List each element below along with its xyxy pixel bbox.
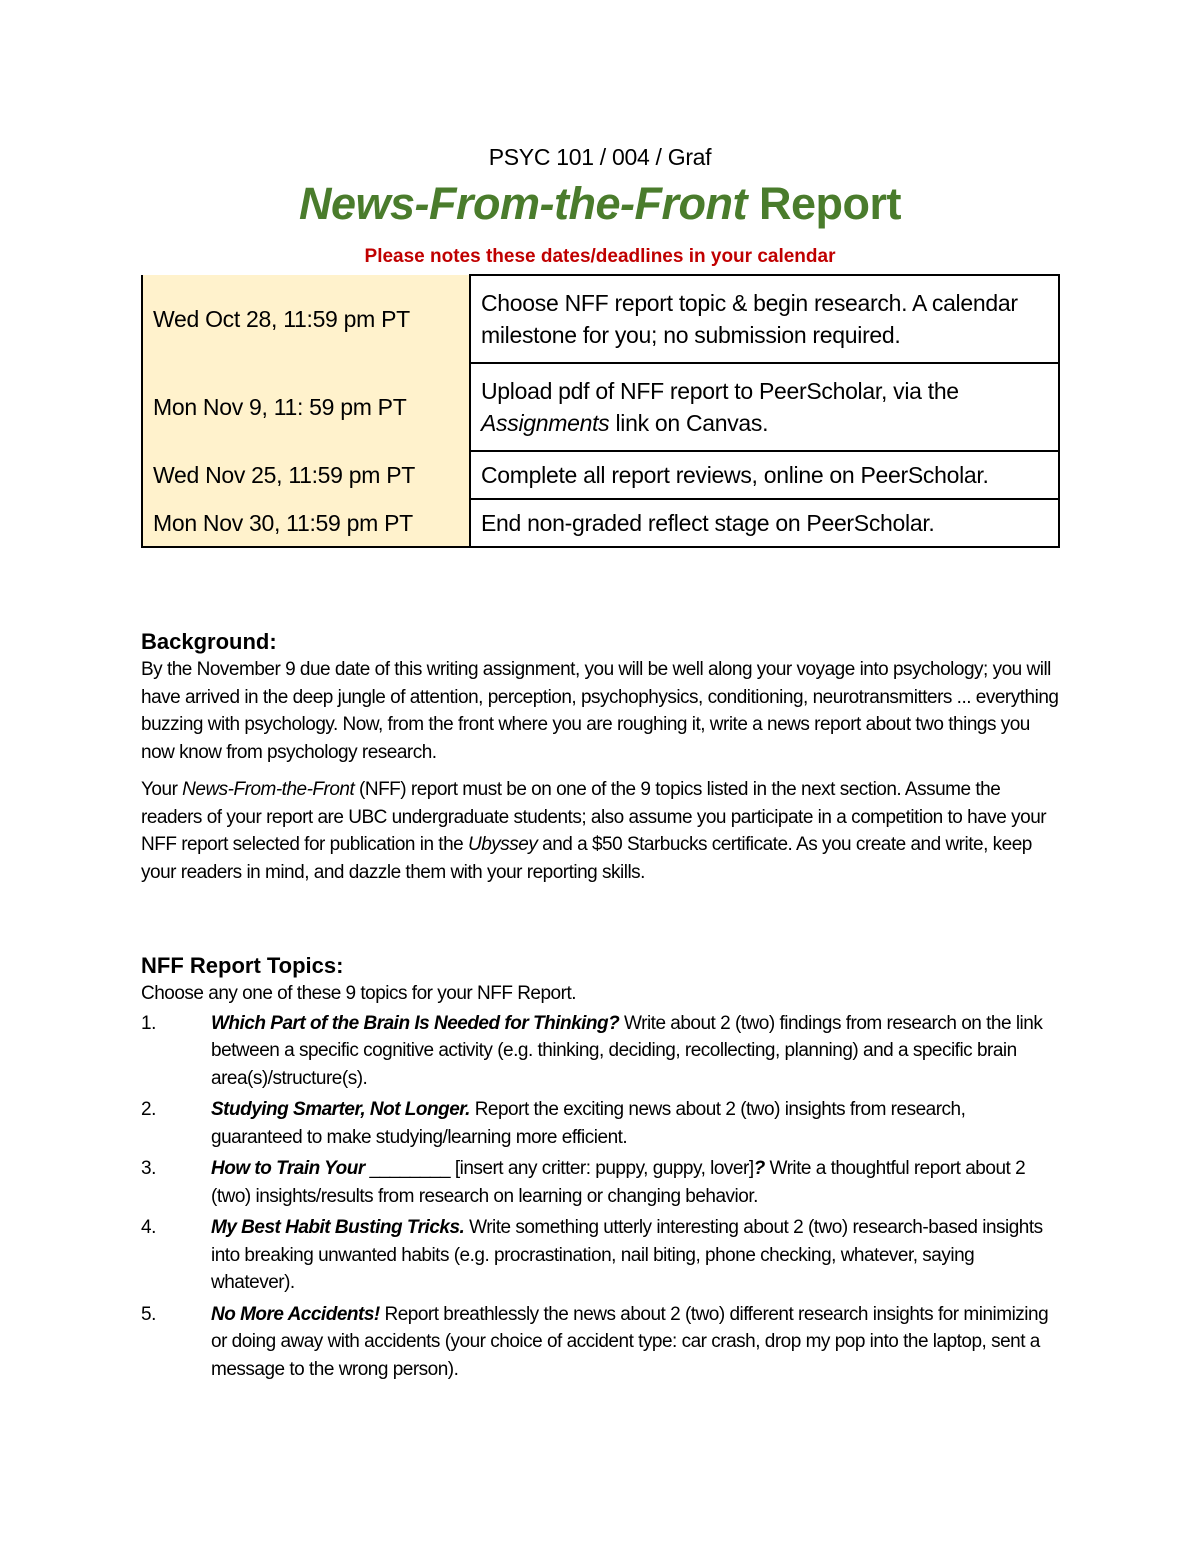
deadline-task: Complete all report reviews, online on PeerScholar. (470, 451, 1059, 499)
topic-text: Write about 2 (two) findings from research on the link between a specific cognitive activity (e.g. thinking, deciding, recollecting, planning) and a specific brain area(s)/structure(s). (211, 1012, 1043, 1089)
deadline-date: Mon Nov 9, 11: 59 pm PT (142, 363, 470, 451)
background-heading: Background: (141, 629, 277, 654)
item-number: 4. (141, 1217, 156, 1238)
topic-blank: ________ (364, 1158, 455, 1179)
background-paragraph-2 (141, 776, 1059, 886)
text: and a $50 Starbucks certificate. As you create and write, keep your readers in mind, and dazzle them with your reporting skills. (141, 834, 1032, 883)
deadline-table (141, 274, 1060, 548)
topic-text: Report breathlessly the news about 2 (two) different research insights for minimizing or doing away with accidents (your choice of accident type: car crash, drop my pop into the laptop, sent a message to the wrong person). (211, 1303, 1049, 1380)
task-text: Upload pdf of NFF report to PeerScholar, via the (481, 378, 959, 404)
deadline-date: Wed Nov 25, 11:59 pm PT (142, 451, 470, 499)
deadline-row (142, 499, 1059, 547)
topic-text: Report the exciting news about 2 (two) insights from research, guaranteed to make studying/learning more efficient. (211, 1099, 966, 1148)
item-number: 1. (141, 1012, 156, 1034)
deadline-task: End non-graded reflect stage on PeerScholar. (470, 499, 1059, 547)
course-code: PSYC 101 / 004 / Graf (488, 144, 712, 170)
background-paragraph-1: By the November 9 due date of this writing assignment, you will be well along your voyage into psychology; you will have arrived in the deep jungle of attention, perception, psychophysics, conditioning, neurotransmitters ... everything buzzing with psychology. Now, from the front where you are roughing it, write a news report about two things you now know from psychology research. (141, 659, 1059, 763)
topic-title: My Best Habit Busting Tricks. (211, 1217, 465, 1238)
topic-title-end: ? (753, 1158, 765, 1179)
list-item (141, 1155, 1059, 1210)
list-item (141, 1301, 1059, 1384)
topic-title: No More Accidents! (211, 1303, 380, 1325)
topic-title: Which Part of the Brain Is Needed for Thinking? (211, 1012, 620, 1034)
task-text: link on Canvas. (609, 410, 769, 436)
task-italic: Assignments (481, 410, 610, 436)
deadline-date: Mon Nov 30, 11:59 pm PT (142, 499, 470, 547)
topics-intro: Choose any one of these 9 topics for your NFF Report. (141, 983, 577, 1004)
title-italic: News-From-the-Front (299, 178, 747, 229)
deadline-notice: Please notes these dates/deadlines in your calendar (364, 246, 836, 267)
item-number: 2. (141, 1099, 156, 1120)
page-title (141, 176, 1059, 232)
topic-bracket: [insert any critter: puppy, guppy, lover] (454, 1158, 754, 1179)
topic-text: Write a thoughtful report about 2 (two) insights/results from research on learning or changing behavior. (211, 1158, 1026, 1207)
item-number: 5. (141, 1303, 156, 1325)
deadline-row (142, 451, 1059, 499)
topics-list (141, 1010, 1059, 1384)
topic-text: Write something utterly interesting about 2 (two) research-based insights into breaking unwanted habits (e.g. procrastination, nail biting, phone checking, whatever, saying whatever). (211, 1217, 1043, 1293)
topics-heading: NFF Report Topics: (141, 953, 344, 978)
title-rest: Report (746, 178, 901, 229)
deadline-row (142, 363, 1059, 451)
deadline-task (470, 363, 1059, 451)
item-number: 3. (141, 1158, 156, 1179)
deadline-date: Wed Oct 28, 11:59 pm PT (142, 275, 470, 363)
deadline-task: Choose NFF report topic & begin research. A calendar milestone for you; no submission required. (470, 275, 1059, 363)
text-italic: News-From-the-Front (182, 779, 355, 800)
deadline-row (142, 275, 1059, 363)
text-italic: Ubyssey (468, 834, 538, 855)
list-item (141, 1010, 1059, 1093)
topic-title: How to Train Your (211, 1158, 365, 1179)
topic-title: Studying Smarter, Not Longer. (211, 1099, 470, 1120)
list-item (141, 1096, 1059, 1151)
text: Your (141, 779, 183, 800)
document-page (141, 140, 1059, 1387)
list-item (141, 1214, 1059, 1297)
text: (NFF) report must be on one of the 9 topics listed in the next section. Assume the readers of your report are UBC undergraduate students; also assume you participate in a competition to have your NFF report selected for publication in the (141, 779, 1047, 855)
